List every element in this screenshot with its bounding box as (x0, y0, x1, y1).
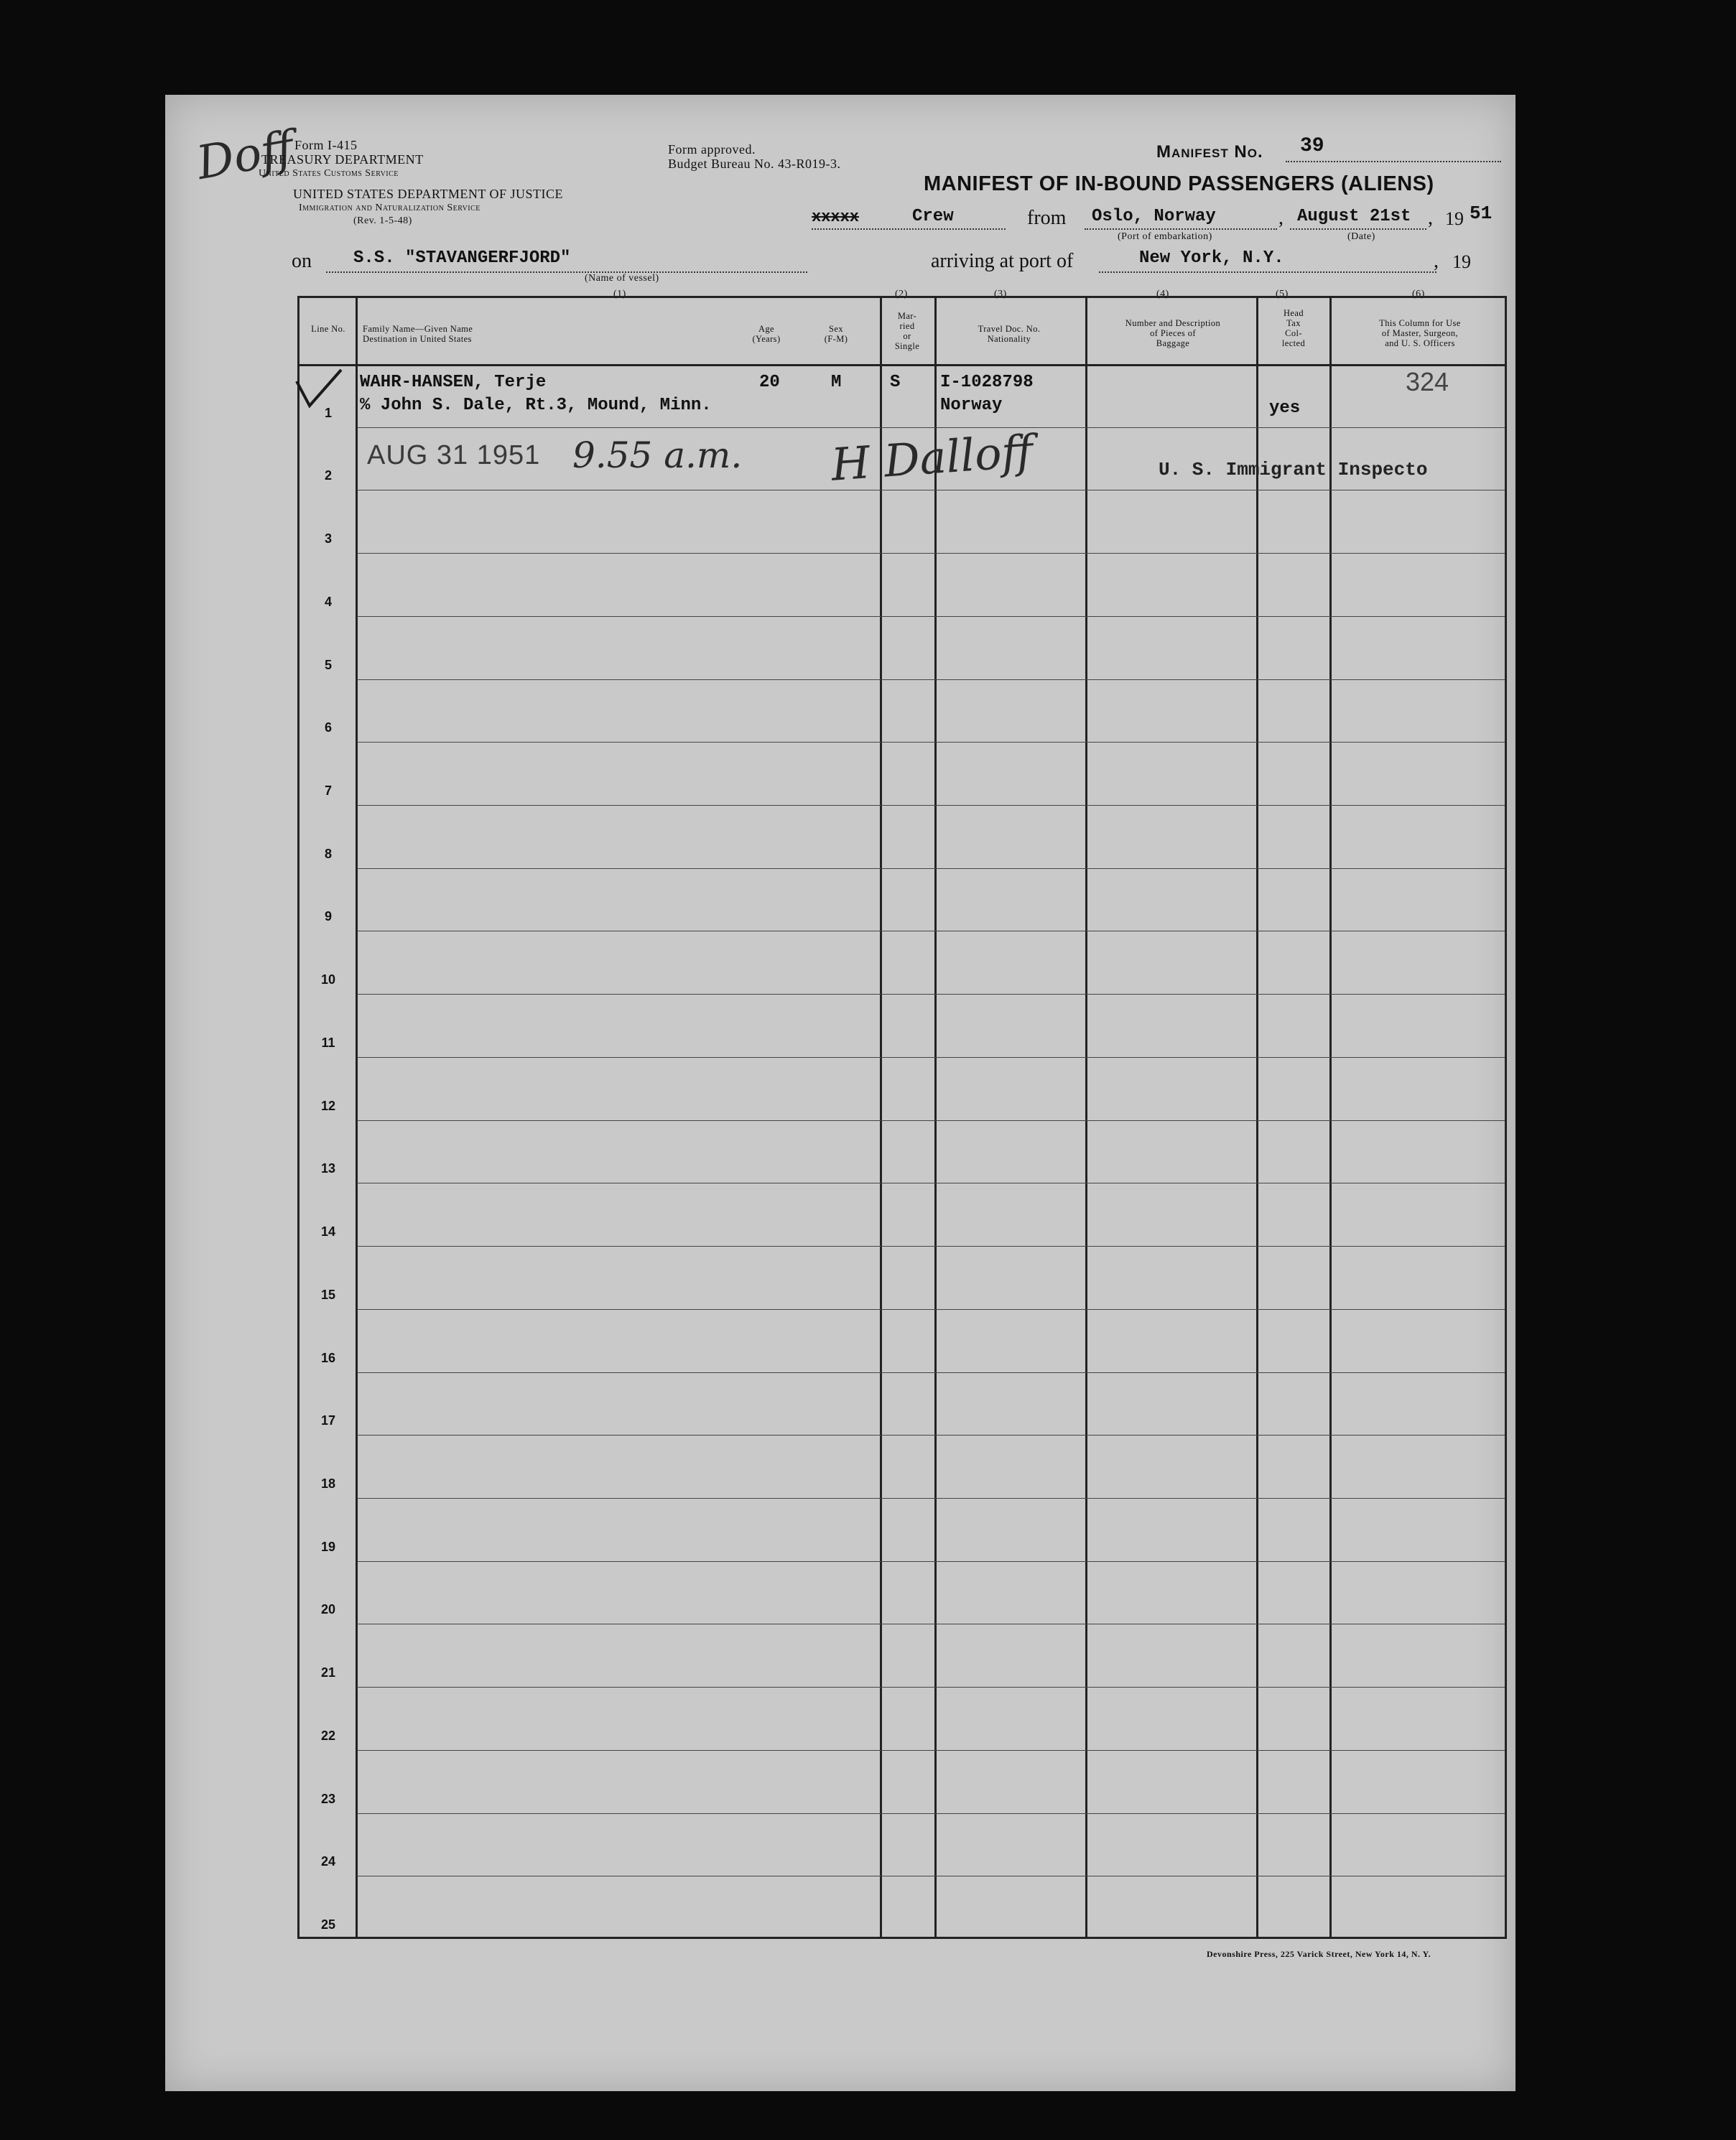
row-rule (357, 553, 1505, 554)
col-header-name: Family Name—Given Name Destination in United States (363, 324, 473, 344)
row-rule (357, 1435, 1505, 1436)
line-number: 21 (320, 1665, 336, 1680)
col-num-4: (4) (1156, 289, 1169, 299)
row-rule (357, 1246, 1505, 1247)
head-tax-collected: yes (1269, 399, 1301, 418)
row-rule (357, 1561, 1505, 1562)
vessel-name: S.S. "STAVANGERFJORD" (353, 248, 571, 268)
col-num-1: (1) (613, 289, 626, 299)
col-header-married: Mar- ried or Single (894, 311, 920, 351)
line-number: 25 (320, 1917, 336, 1932)
col-header-line-no: Line No. (311, 324, 345, 334)
date-caption: (Date) (1347, 231, 1375, 242)
col-divider (1329, 298, 1332, 1937)
row-rule (357, 1813, 1505, 1814)
line-number: 20 (320, 1602, 336, 1617)
customs-service: United States Customs Service (259, 168, 399, 179)
port-of-embarkation: Oslo, Norway (1092, 207, 1216, 226)
date-comma-2: , (1428, 207, 1433, 229)
printer-imprint: Devonshire Press, 225 Varick Street, New York 14, N. Y. (1207, 1949, 1431, 1959)
col-header-travel-doc: Travel Doc. No. Nationality (978, 324, 1041, 344)
date-rule (1290, 228, 1426, 230)
form-revision: (Rev. 1-5-48) (353, 215, 412, 226)
naturalization-service: Immigration and Naturalization Service (299, 203, 481, 213)
inspector-title: U. S. Immigrant Inspecto (1159, 459, 1428, 480)
row-rule (357, 1687, 1505, 1688)
line-number: 4 (324, 594, 332, 609)
inspector-signature: H Dalloff (829, 424, 1035, 491)
row-rule (357, 679, 1505, 680)
col-num-6: (6) (1412, 289, 1425, 299)
line-number: 6 (324, 720, 332, 735)
line-number: 3 (324, 531, 332, 546)
col-header-baggage: Number and Description of Pieces of Baggage (1125, 318, 1221, 348)
row-rule (357, 1498, 1505, 1499)
form-approved: Form approved. (668, 142, 756, 157)
line-number: 17 (320, 1413, 336, 1428)
line-number: 11 (321, 1035, 335, 1050)
arrival-date-stamp: AUG 31 1951 (367, 440, 541, 470)
line-number: 1 (324, 405, 332, 420)
col-divider (880, 298, 882, 1937)
col-divider (1085, 298, 1087, 1937)
col-num-5: (5) (1276, 289, 1289, 299)
class-value: Crew (912, 207, 954, 226)
handwritten-time: 9.55 a.m. (572, 434, 743, 476)
year-prefix: 19 (1445, 208, 1464, 229)
budget-bureau: Budget Bureau No. 43-R019-3. (668, 157, 841, 171)
line-number: 7 (324, 783, 332, 799)
arriving-label: arriving at port of (931, 250, 1074, 272)
passenger-age: 20 (759, 373, 780, 392)
line-number: 18 (320, 1476, 336, 1491)
on-label: on (292, 250, 312, 272)
passenger-marital: S (890, 373, 901, 392)
manifest-no-rule (1286, 161, 1501, 162)
row-rule (357, 1120, 1505, 1121)
col-header-head-tax: Head Tax Col- lected (1281, 308, 1306, 348)
year-suffix: 51 (1470, 203, 1493, 224)
passenger-destination: % John S. Dale, Rt.3, Mound, Minn. (360, 396, 712, 415)
row-rule (357, 616, 1505, 617)
line-number: 5 (324, 657, 332, 672)
manifest-title: MANIFEST OF IN-BOUND PASSENGERS (ALIENS) (924, 172, 1434, 195)
form-number: Form I-415 (294, 138, 358, 152)
row-rule (357, 1057, 1505, 1058)
line-number: 10 (320, 972, 336, 987)
port-rule (1085, 228, 1277, 230)
col-divider (934, 298, 937, 1937)
check-mark-icon (294, 367, 344, 410)
col-header-officers: This Column for Use of Master, Surgeon, and U. S. Officers (1379, 318, 1461, 348)
passenger-name: WAHR-HANSEN, Terje (360, 373, 547, 392)
row-rule (357, 994, 1505, 995)
arrival-port: New York, N.Y. (1139, 248, 1284, 268)
row-rule (357, 1372, 1505, 1373)
arrival-rule (1099, 271, 1436, 273)
row-rule (357, 1750, 1505, 1751)
from-label: from (1027, 207, 1067, 229)
line-number: 24 (320, 1854, 336, 1869)
officer-note: 324 (1406, 367, 1449, 396)
col-header-age: Age (Years) (752, 324, 781, 344)
line-number: 15 (320, 1287, 336, 1302)
passenger-sex: M (831, 373, 842, 392)
class-rule (812, 228, 1006, 230)
col-num-3: (3) (994, 289, 1007, 299)
col-divider (1256, 298, 1258, 1937)
manifest-number: 39 (1300, 135, 1324, 157)
passenger-table (297, 296, 1507, 1939)
line-number: 19 (320, 1539, 336, 1554)
justice-department: UNITED STATES DEPARTMENT OF JUSTICE (293, 187, 564, 201)
treasury-department: TREASURY DEPARTMENT (261, 152, 424, 167)
vessel-caption: (Name of vessel) (585, 273, 659, 284)
line-number: 2 (324, 468, 332, 483)
col-num-2: (2) (895, 289, 908, 299)
year2-prefix: 19 (1452, 251, 1471, 272)
row-rule (357, 1309, 1505, 1310)
line-number: 12 (320, 1098, 336, 1113)
port-caption: (Port of embarkation) (1118, 231, 1212, 242)
line-number: 16 (320, 1350, 336, 1365)
class-struck: xxxxx (812, 208, 860, 226)
corner-handwritten-note: Doff (192, 121, 298, 191)
row-rule (357, 805, 1505, 806)
line-number: 22 (320, 1728, 336, 1743)
row-rule (357, 868, 1505, 869)
line-number: 14 (320, 1224, 336, 1239)
line-number: 8 (324, 846, 332, 861)
line-number: 23 (320, 1791, 336, 1806)
header-bottom-rule (300, 364, 1505, 366)
travel-doc-number: I-1028798 (940, 373, 1034, 392)
col-header-sex: Sex (F-M) (824, 324, 848, 344)
passenger-nationality: Norway (940, 396, 1003, 415)
date-comma: , (1278, 207, 1284, 229)
line-number: 9 (324, 909, 332, 924)
year2-comma: , (1434, 250, 1439, 272)
row-rule (357, 427, 1505, 428)
line-number: 13 (320, 1161, 336, 1176)
manifest-no-label: Manifest No. (1156, 142, 1263, 162)
arrival-date: August 21st (1297, 207, 1411, 226)
vessel-rule (326, 271, 807, 273)
row-rule (357, 742, 1505, 743)
